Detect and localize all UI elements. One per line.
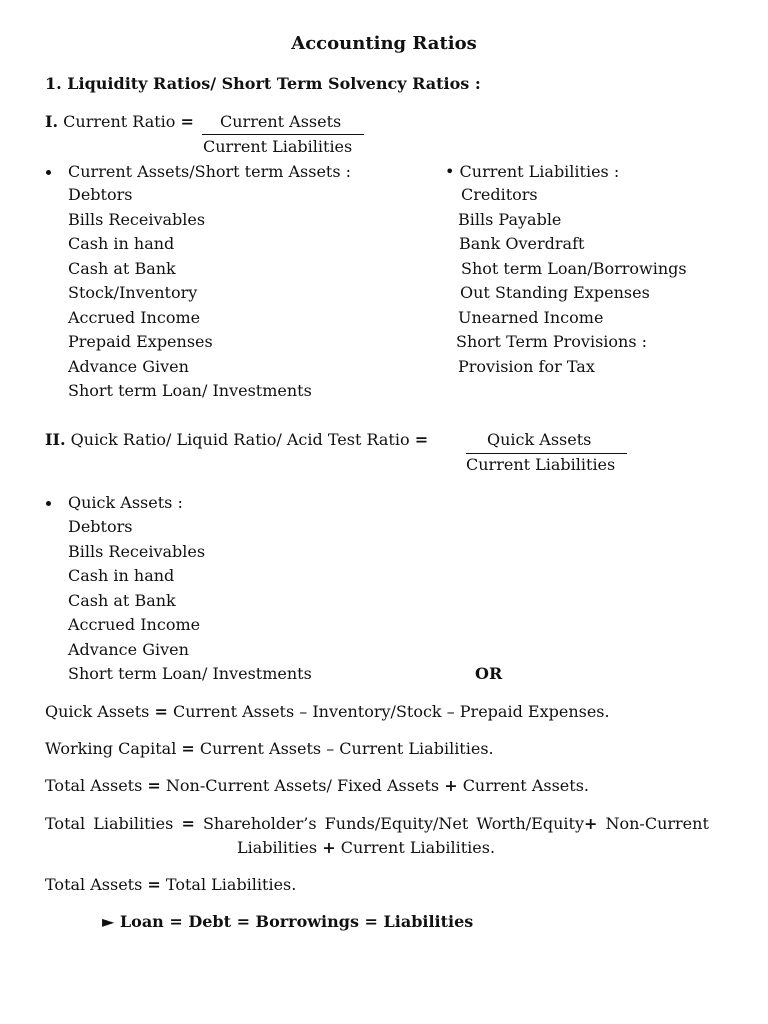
formula-rhs-end: Non-Current	[605, 814, 709, 833]
current-assets-list	[68, 183, 312, 404]
list-item: Stock/Inventory	[68, 283, 198, 302]
formula-lhs: Working Capital	[45, 739, 177, 758]
list-item: Short term Loan/ Investments	[68, 381, 312, 400]
list-item: Bills Receivables	[68, 209, 206, 229]
list-item: Prepaid Expenses	[68, 332, 213, 351]
list-item: Cash in hand	[68, 234, 175, 253]
formula-plus: +	[322, 838, 336, 857]
formula-line2-b: Current Liabilities.	[340, 838, 496, 857]
formula-equals: =	[181, 739, 195, 758]
formula-plus: +	[444, 776, 458, 795]
list-item: Creditors	[461, 185, 538, 204]
list-item: Bills Payable	[458, 209, 562, 229]
list-item: Unearned Income	[458, 307, 604, 327]
list-item: Bank Overdraft	[459, 234, 585, 253]
list-item: Out Standing Expenses	[460, 283, 650, 302]
formula-total-liabilities-cont	[237, 838, 495, 858]
formula-balance	[45, 875, 296, 895]
current-ratio-fraction-bar	[202, 134, 364, 135]
quick-ratio-equals: =	[414, 430, 429, 449]
quick-ratio-formula	[45, 430, 428, 450]
bullet-icon	[46, 170, 51, 175]
current-ratio-denominator: Current Liabilities	[203, 137, 353, 156]
list-item: Cash in hand	[68, 566, 175, 585]
page-title: Accounting Ratios	[291, 33, 477, 54]
formula-working-capital	[45, 739, 494, 759]
current-ratio-label: Current Ratio	[63, 112, 176, 131]
formula-rhs: Non-Current Assets/ Fixed Assets	[165, 776, 440, 795]
list-item: Bills Receivables	[68, 541, 206, 561]
formula-total-liabilities	[45, 814, 709, 834]
arrow-right-icon: ►	[102, 912, 115, 931]
list-item: Advance Given	[68, 639, 189, 659]
quick-ratio-numeral: II.	[45, 430, 66, 449]
current-liabilities-list	[458, 183, 687, 379]
list-item: Debtors	[68, 517, 133, 536]
formula-rhs: Current Assets – Inventory/Stock – Prepaid Expenses.	[172, 702, 610, 721]
current-ratio-equals: =	[180, 112, 194, 131]
list-item: Short Term Provisions :	[456, 332, 648, 351]
formula-plus: +	[583, 814, 598, 833]
current-ratio-numeral: I.	[45, 112, 59, 131]
formula-lhs: Quick Assets	[45, 702, 150, 721]
formula-quick-assets	[45, 702, 610, 722]
formula-equals: =	[147, 875, 161, 894]
note-line	[102, 912, 473, 932]
list-item: Cash at Bank	[68, 258, 176, 278]
current-liabilities-heading: • Current Liabilities :	[445, 162, 620, 181]
quick-assets-heading: Quick Assets :	[68, 493, 183, 512]
list-item: Short term Loan/ Investments	[68, 664, 312, 683]
quick-ratio-label: Quick Ratio/ Liquid Ratio/ Acid Test Ratio	[70, 430, 410, 449]
formula-rhs: Current Assets – Current Liabilities.	[199, 739, 494, 758]
quick-ratio-fraction-bar	[466, 453, 627, 454]
quick-ratio-numerator: Quick Assets	[487, 430, 592, 449]
current-ratio-numerator: Current Assets	[220, 112, 342, 131]
quick-assets-list	[68, 515, 312, 687]
formula-lhs: Total Liabilities	[45, 814, 174, 833]
list-item: Accrued Income	[68, 615, 201, 634]
formula-lhs: Total Assets	[45, 776, 143, 795]
formula-rhs: Total Liabilities.	[165, 875, 297, 894]
formula-line2-a: Liabilities	[237, 838, 318, 857]
note-text: Loan = Debt = Borrowings = Liabilities	[119, 912, 474, 931]
formula-equals: =	[154, 702, 168, 721]
list-item: Cash at Bank	[68, 590, 176, 610]
list-item: Advance Given	[68, 356, 189, 376]
formula-total-assets	[45, 776, 589, 796]
section-heading-liquidity: 1. Liquidity Ratios/ Short Term Solvency Ratios :	[45, 74, 481, 93]
formula-lhs: Total Assets	[45, 875, 143, 894]
list-item: Accrued Income	[68, 307, 201, 327]
or-label: OR	[475, 664, 503, 683]
formula-equals: =	[181, 814, 195, 833]
list-item: Debtors	[68, 185, 133, 204]
list-item: Provision for Tax	[458, 356, 595, 376]
quick-ratio-denominator: Current Liabilities	[466, 455, 616, 474]
formula-equals: =	[147, 776, 161, 795]
current-ratio-formula	[45, 112, 194, 132]
formula-rhs2: Current Assets.	[462, 776, 589, 795]
bullet-icon	[46, 501, 51, 506]
list-item: Shot term Loan/Borrowings	[461, 258, 687, 278]
formula-rhs: Shareholder’s Funds/Equity/Net Worth/Equity	[202, 814, 584, 833]
current-assets-heading: Current Assets/Short term Assets :	[68, 162, 352, 181]
